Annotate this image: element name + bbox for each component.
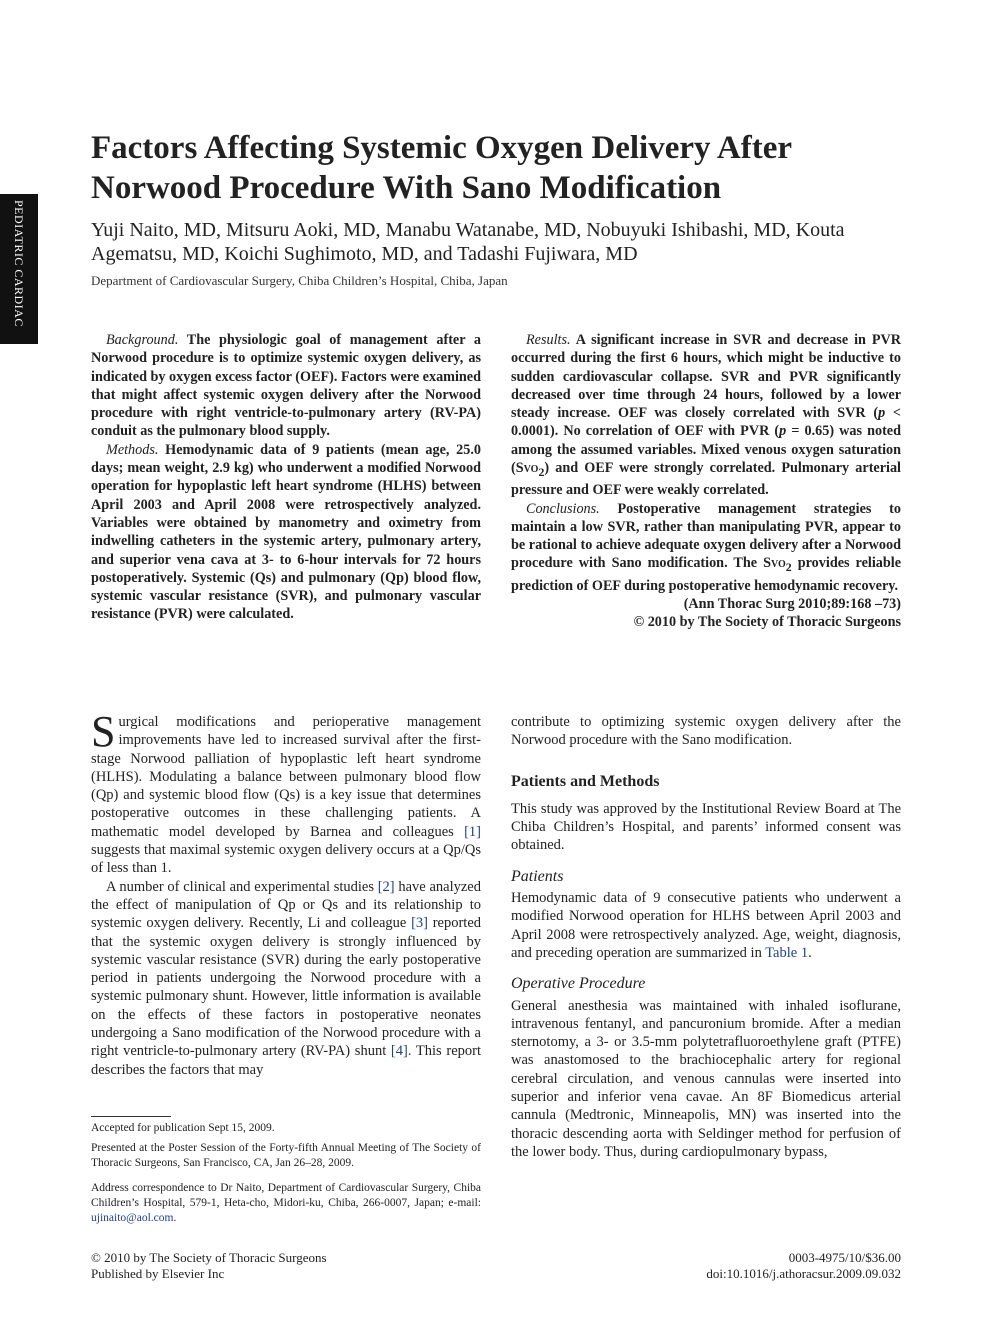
subsection-heading-patients: Patients xyxy=(511,867,564,885)
intro-text: reported that the systemic oxygen delivery is strongly influenced by systemic vascular resistance (SVR) during the early postoperative period in patients undergoing the Norwood procedure with a systemic pulmonary shunt. However, little information is available on the effects of these factors in postoperative neonates undergoing a Sano modification of the Norwood procedure with a right ventricle-to-pulmonary artery (RV-PA) shunt xyxy=(91,915,482,1060)
footnote-accepted: Accepted for publication Sept 15, 2009. xyxy=(91,1122,275,1134)
patients-text: Hemodynamic data of 9 consecutive patients who underwent a modified Norwood operation for HLHS between April 2003 and April 2008 were retrospectively analyzed. Age, weight, diagnosis, and preceding operation are summarized in xyxy=(511,890,901,961)
correspondence-text: Address correspondence to Dr Naito, Department of Cardiovascular Surgery, Chiba Children’s Hospital, 579-1, Heta-cho, Midori-ku, Chiba, 266-0007, Japan; e-mail: xyxy=(91,1182,481,1209)
affiliation: Department of Cardiovascular Surgery, Chiba Children’s Hospital, Chiba, Japan xyxy=(91,273,508,288)
abstract-results xyxy=(511,331,901,500)
conclusions-text-a: Postoperative management strategies to maintain a low SVR, rather than manipulating PVR, appear to be rational to achieve adequate oxygen delivery after a Norwood procedure with Sano modification. The xyxy=(511,500,902,572)
section-side-tab: PEDIATRIC CARDIAC xyxy=(0,194,38,344)
abstract-conclusions xyxy=(511,500,901,595)
svo2-subscript: 2 xyxy=(785,560,792,575)
abstract-right-column xyxy=(511,331,901,631)
intro-text: suggests that maximal systemic oxygen delivery occurs at a Qp/Qs of less than 1. xyxy=(91,842,481,877)
results-text-b: < 0.0001). No correlation of OEF with PVR ( xyxy=(511,405,901,440)
intro-text: This report describes the factors that may xyxy=(91,1043,481,1078)
author-list: Yuji Naito, MD, Mitsuru Aoki, MD, Manabu Watanabe, MD, Nobuyuki Ishibashi, MD, Kouta Agematsu, MD, Koichi Sughimoto, MD, and Tadashi Fujiwara, MD xyxy=(91,219,845,265)
correspondence-text: . xyxy=(173,1212,177,1224)
body-right-column xyxy=(511,713,901,1161)
results-text-d: ) and OEF were strongly correlated. Pulmonary arterial pressure and OEF were weakly correlated. xyxy=(511,460,901,499)
intro-paragraph-1 xyxy=(91,707,481,878)
svo2-subscript: 2 xyxy=(538,464,545,479)
abstract-left-column xyxy=(91,331,481,624)
reference-link-4[interactable]: [4]. xyxy=(390,1043,412,1060)
article-title: Factors Affecting Systemic Oxygen Delivery After Norwood Procedure With Sano Modification xyxy=(91,130,792,206)
abstract-methods xyxy=(91,441,481,624)
footer-copyright: © 2010 by The Society of Thoracic Surgeons xyxy=(91,1250,327,1265)
section-heading-patients-methods: Patients and Methods xyxy=(511,772,660,790)
subsection-heading-operative: Operative Procedure xyxy=(511,975,646,993)
p-value-symbol: p xyxy=(878,405,886,422)
conclusions-text-b: provides reliable prediction of OEF during postoperative hemodynamic recovery. xyxy=(511,555,902,594)
footer-publisher: Published by Elsevier Inc xyxy=(91,1266,225,1281)
intro-text: urgical modifications and perioperative management improvements have led to increased survival after the first-stage Norwood palliation of hypoplastic left heart syndrome (HLHS). Modulating a balance between pulmonary blood flow (Qp) and systemic blood flow (Qs) is a key issue that determines postoperative outcomes in these challenging patients. A mathematic model developed by Barnea and colleagues xyxy=(91,714,481,840)
results-text-c: = 0.65) was noted among the assumed variables. Mixed venous oxygen saturation ( xyxy=(511,423,901,477)
abstract-background xyxy=(91,331,481,441)
email-link[interactable]: ujinaito@aol.com xyxy=(91,1212,174,1224)
intro-continuation: contribute to optimizing systemic oxygen delivery after the Norwood procedure with the Sano modification. xyxy=(511,714,901,749)
reference-link-2[interactable]: [2] xyxy=(377,878,395,895)
journal-citation: (Ann Thorac Surg 2010;89:168 –73) xyxy=(683,595,901,612)
drop-cap: S xyxy=(91,707,116,756)
abstract-copyright: © 2010 by The Society of Thoracic Surgeons xyxy=(633,614,901,631)
table-1-link[interactable]: Table 1 xyxy=(765,944,809,961)
footer-right xyxy=(706,1250,901,1282)
results-label: Results. xyxy=(526,332,571,348)
background-label: Background. xyxy=(106,332,179,348)
reference-link-3[interactable]: [3] xyxy=(411,915,428,932)
footnote-correspondence xyxy=(91,1181,481,1226)
svo2-label: Svo xyxy=(515,460,539,477)
svo2-label: Svo xyxy=(763,555,786,572)
methods-label: Methods. xyxy=(106,441,159,458)
reference-link-1[interactable]: [1] xyxy=(464,823,481,840)
conclusions-label: Conclusions. xyxy=(526,500,600,517)
patients-text: . xyxy=(808,944,812,961)
intro-text: have analyzed the effect of manipulation of Qp or Qs and its relationship to systemic oxygen delivery. Recently, Li and colleague xyxy=(91,878,481,932)
ethics-paragraph: This study was approved by the Institutional Review Board at The Chiba Children’s Hospital, and parents’ informed consent was obtained. xyxy=(511,800,901,854)
intro-paragraph-2 xyxy=(91,878,481,1079)
footnote-rule xyxy=(91,1116,171,1117)
methods-text: Hemodynamic data of 9 patients (mean age, 25.0 days; mean weight, 2.9 kg) who underwent a modified Norwood operation for hypoplastic left heart syndrome (HLHS) between April 2003 and April 2008 were retrospectively analyzed. Variables were obtained by manometry and oximetry from indwelling catheters in the systemic artery, pulmonary artery, and superior vena cava at 3- to 6-hour intervals for 72 hours postoperatively. Systemic (Qs) and pulmonary (Qp) blood flow, systemic vascular resistance (SVR), and pulmonary vascular resistance (PVR) were calculated. xyxy=(91,441,481,623)
footer-doi[interactable]: doi:10.1016/j.athoracsur.2009.09.032 xyxy=(706,1266,901,1281)
patients-paragraph xyxy=(511,889,901,962)
background-text: The physiologic goal of management after a Norwood procedure is to optimize systemic oxygen delivery, as indicated by oxygen excess factor (OEF). Factors were examined that might affect systemic oxygen delivery after the Norwood procedure with right ventricle-to-pulmonary artery (RV-PA) conduit as the pulmonary blood supply. xyxy=(91,332,481,440)
operative-paragraph: General anesthesia was maintained with inhaled isoflurane, intravenous fentanyl, and pancuronium bromide. After a median sternotomy, a 3- or 3.5-mm polytetrafluoroethylene graft (PTFE) was anastomosed to the brachiocephalic artery for regional cerebral circulation, and venous cannulas were inserted into superior and inferior vena cavae. An 8F Biomedicus arterial cannula (Medtronic, Minneapolis, MN) was inserted into the thoracic descending aorta with Seldinger method for perfusion of the lower body. Thus, during cardiopulmonary bypass, xyxy=(511,997,901,1160)
body-left-column xyxy=(91,707,482,1079)
p-value-symbol: p xyxy=(779,423,787,440)
footer-issn: 0003-4975/10/$36.00 xyxy=(788,1250,901,1265)
results-text-a: A significant increase in SVR and decrease in PVR occurred during the first 6 hours, which might be inductive to sudden cardiovascular collapse. SVR and PVR significantly decreased over time through 24 hours, followed by a lower steady increase. OEF was closely correlated with SVR ( xyxy=(511,332,902,422)
intro-text: A number of clinical and experimental studies xyxy=(106,878,378,895)
footnote-presented: Presented at the Poster Session of the Forty-fifth Annual Meeting of The Society of Thoracic Surgeons, San Francisco, CA, Jan 26–28, 2009. xyxy=(91,1142,481,1169)
footer-left xyxy=(91,1250,327,1282)
